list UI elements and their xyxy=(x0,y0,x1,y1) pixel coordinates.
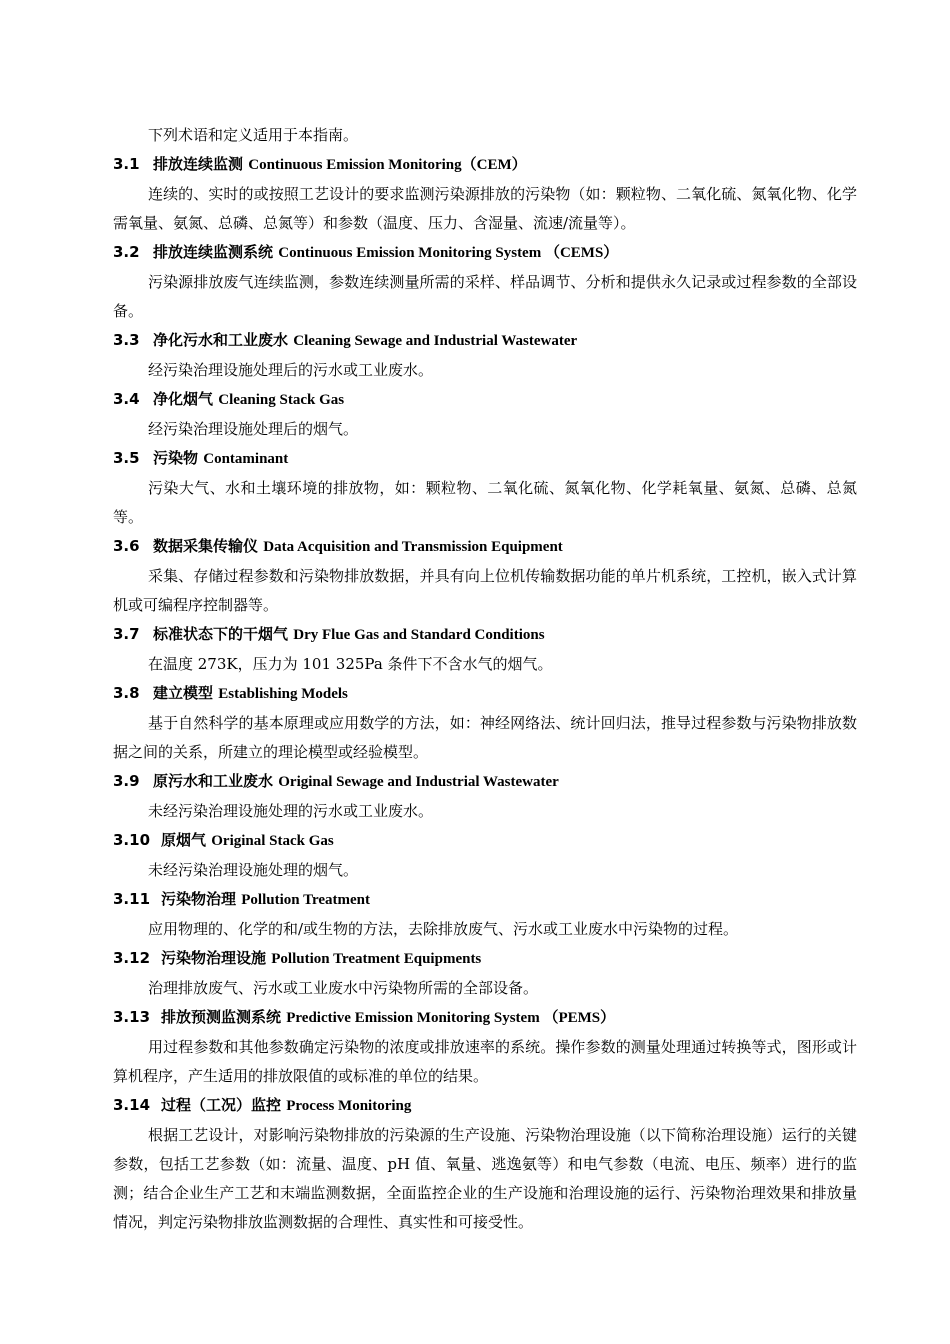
term-chinese: 标准状态下的干烟气 xyxy=(153,625,289,643)
term-english: Cleaning Stack Gas xyxy=(218,392,345,408)
term-number: 3.5 xyxy=(113,449,140,467)
term-heading xyxy=(113,1003,857,1033)
term-heading xyxy=(113,679,857,709)
term-definition: 连续的、实时的或按照工艺设计的要求监测污染源排放的污染物（如：颗粒物、二氧化硫、氮氧化物、化学需氧量、氨氮、总磷、总氮等）和参数（温度、压力、含湿量、流速/流量等）。 xyxy=(113,185,857,232)
term-english: Pollution Treatment xyxy=(241,892,370,908)
document-page xyxy=(113,121,857,1237)
term-heading xyxy=(113,826,857,856)
term-entry xyxy=(113,826,857,885)
term-definition: 应用物理的、化学的和/或生物的方法，去除排放废气、污水或工业废水中污染物的过程。 xyxy=(148,920,739,938)
term-heading xyxy=(113,767,857,797)
term-definition: 污染源排放废气连续监测，参数连续测量所需的采样、样品调节、分析和提供永久记录或过程参数的全部设备。 xyxy=(113,273,857,320)
term-number: 3.10 xyxy=(113,831,151,849)
term-definition: 治理排放废气、污水或工业废水中污染物所需的全部设备。 xyxy=(148,979,539,997)
term-chinese: 排放连续监测 xyxy=(153,155,244,173)
term-entry xyxy=(113,385,857,444)
term-heading xyxy=(113,532,857,562)
term-heading xyxy=(113,326,857,356)
term-chinese: 原污水和工业废水 xyxy=(153,772,274,790)
term-entry xyxy=(113,532,857,620)
term-heading xyxy=(113,150,857,180)
term-heading xyxy=(113,944,857,974)
term-definition: 经污染治理设施处理后的污水或工业废水。 xyxy=(148,361,434,379)
term-definition: 基于自然科学的基本原理或应用数学的方法，如：神经网络法、统计回归法，推导过程参数与污染物排放数据之间的关系，所建立的理论模型或经验模型。 xyxy=(113,714,857,761)
term-number: 3.1 xyxy=(113,155,140,173)
term-number: 3.13 xyxy=(113,1008,151,1026)
term-heading xyxy=(113,885,857,915)
term-entry xyxy=(113,1091,857,1237)
term-entry xyxy=(113,238,857,326)
term-number: 3.4 xyxy=(113,390,140,408)
term-chinese: 数据采集传输仪 xyxy=(153,537,259,555)
term-chinese: 污染物治理 xyxy=(161,890,237,908)
term-entry xyxy=(113,620,857,679)
term-definition: 未经污染治理设施处理的污水或工业废水。 xyxy=(148,802,434,820)
term-entry xyxy=(113,767,857,826)
term-number: 3.14 xyxy=(113,1096,151,1114)
term-number: 3.6 xyxy=(113,537,140,555)
term-entry xyxy=(113,326,857,385)
term-chinese: 排放预测监测系统 xyxy=(161,1008,282,1026)
term-definition: 在温度 273K，压力为 101 325Pa 条件下不含水气的烟气。 xyxy=(148,655,553,673)
term-entry xyxy=(113,944,857,1003)
term-entry xyxy=(113,679,857,767)
term-definition: 污染大气、水和土壤环境的排放物，如：颗粒物、二氧化硫、氮氧化物、化学耗氧量、氨氮、总磷、总氮等。 xyxy=(113,479,857,526)
term-english: Original Sewage and Industrial Wastewater xyxy=(278,774,559,790)
term-english: Dry Flue Gas and Standard Conditions xyxy=(293,627,545,643)
term-english: Data Acquisition and Transmission Equipment xyxy=(263,539,563,555)
term-number: 3.11 xyxy=(113,890,151,908)
term-number: 3.12 xyxy=(113,949,151,967)
term-entry xyxy=(113,885,857,944)
term-definition: 经污染治理设施处理后的烟气。 xyxy=(148,420,359,438)
term-chinese: 净化污水和工业废水 xyxy=(153,331,289,349)
term-chinese: 污染物治理设施 xyxy=(161,949,267,967)
term-chinese: 原烟气 xyxy=(161,831,207,849)
term-heading xyxy=(113,444,857,474)
term-entry xyxy=(113,150,857,238)
term-english: Continuous Emission Monitoring System （CEMS） xyxy=(278,245,619,261)
term-chinese: 排放连续监测系统 xyxy=(153,243,274,261)
term-definition: 采集、存储过程参数和污染物排放数据，并具有向上位机传输数据功能的单片机系统，工控机，嵌入式计算机或可编程序控制器等。 xyxy=(113,567,857,614)
term-english: Pollution Treatment Equipments xyxy=(271,951,482,967)
term-english: Continuous Emission Monitoring（CEM） xyxy=(248,157,527,173)
term-english: Establishing Models xyxy=(218,686,348,702)
term-number: 3.8 xyxy=(113,684,140,702)
term-chinese: 建立模型 xyxy=(153,684,214,702)
term-heading xyxy=(113,1091,857,1121)
term-heading xyxy=(113,385,857,415)
term-english: Predictive Emission Monitoring System （PEMS） xyxy=(286,1010,616,1026)
term-english: Cleaning Sewage and Industrial Wastewater xyxy=(293,333,578,349)
term-definition: 根据工艺设计，对影响污染物排放的污染源的生产设施、污染物治理设施（以下简称治理设施）运行的关键参数，包括工艺参数（如：流量、温度、pH 值、氧量、逃逸氨等）和电气参数（电流、电压、频率）进行的监测；结合企业生产工艺和末端监测数据，全面监控企业的生产设施和治理设施的运行、污染物治理效果和排放量情况，判定污染物排放监测数据的合理性、真实性和可接受性。 xyxy=(113,1126,857,1231)
term-number: 3.7 xyxy=(113,625,140,643)
term-number: 3.2 xyxy=(113,243,140,261)
term-english: Contaminant xyxy=(203,451,289,467)
term-number: 3.9 xyxy=(113,772,140,790)
term-english: Original Stack Gas xyxy=(211,833,334,849)
term-english: Process Monitoring xyxy=(286,1098,412,1114)
term-heading xyxy=(113,238,857,268)
term-chinese: 净化烟气 xyxy=(153,390,214,408)
term-definition: 用过程参数和其他参数确定污染物的浓度或排放速率的系统。操作参数的测量处理通过转换等式，图形或计算机程序，产生适用的排放限值的或标准的单位的结果。 xyxy=(113,1038,857,1085)
term-entry xyxy=(113,1003,857,1091)
term-entry xyxy=(113,444,857,532)
term-number: 3.3 xyxy=(113,331,140,349)
term-heading xyxy=(113,620,857,650)
term-chinese: 过程（工况）监控 xyxy=(161,1096,282,1114)
term-chinese: 污染物 xyxy=(153,449,199,467)
intro-paragraph: 下列术语和定义适用于本指南。 xyxy=(148,126,359,144)
term-definition: 未经污染治理设施处理的烟气。 xyxy=(148,861,359,879)
